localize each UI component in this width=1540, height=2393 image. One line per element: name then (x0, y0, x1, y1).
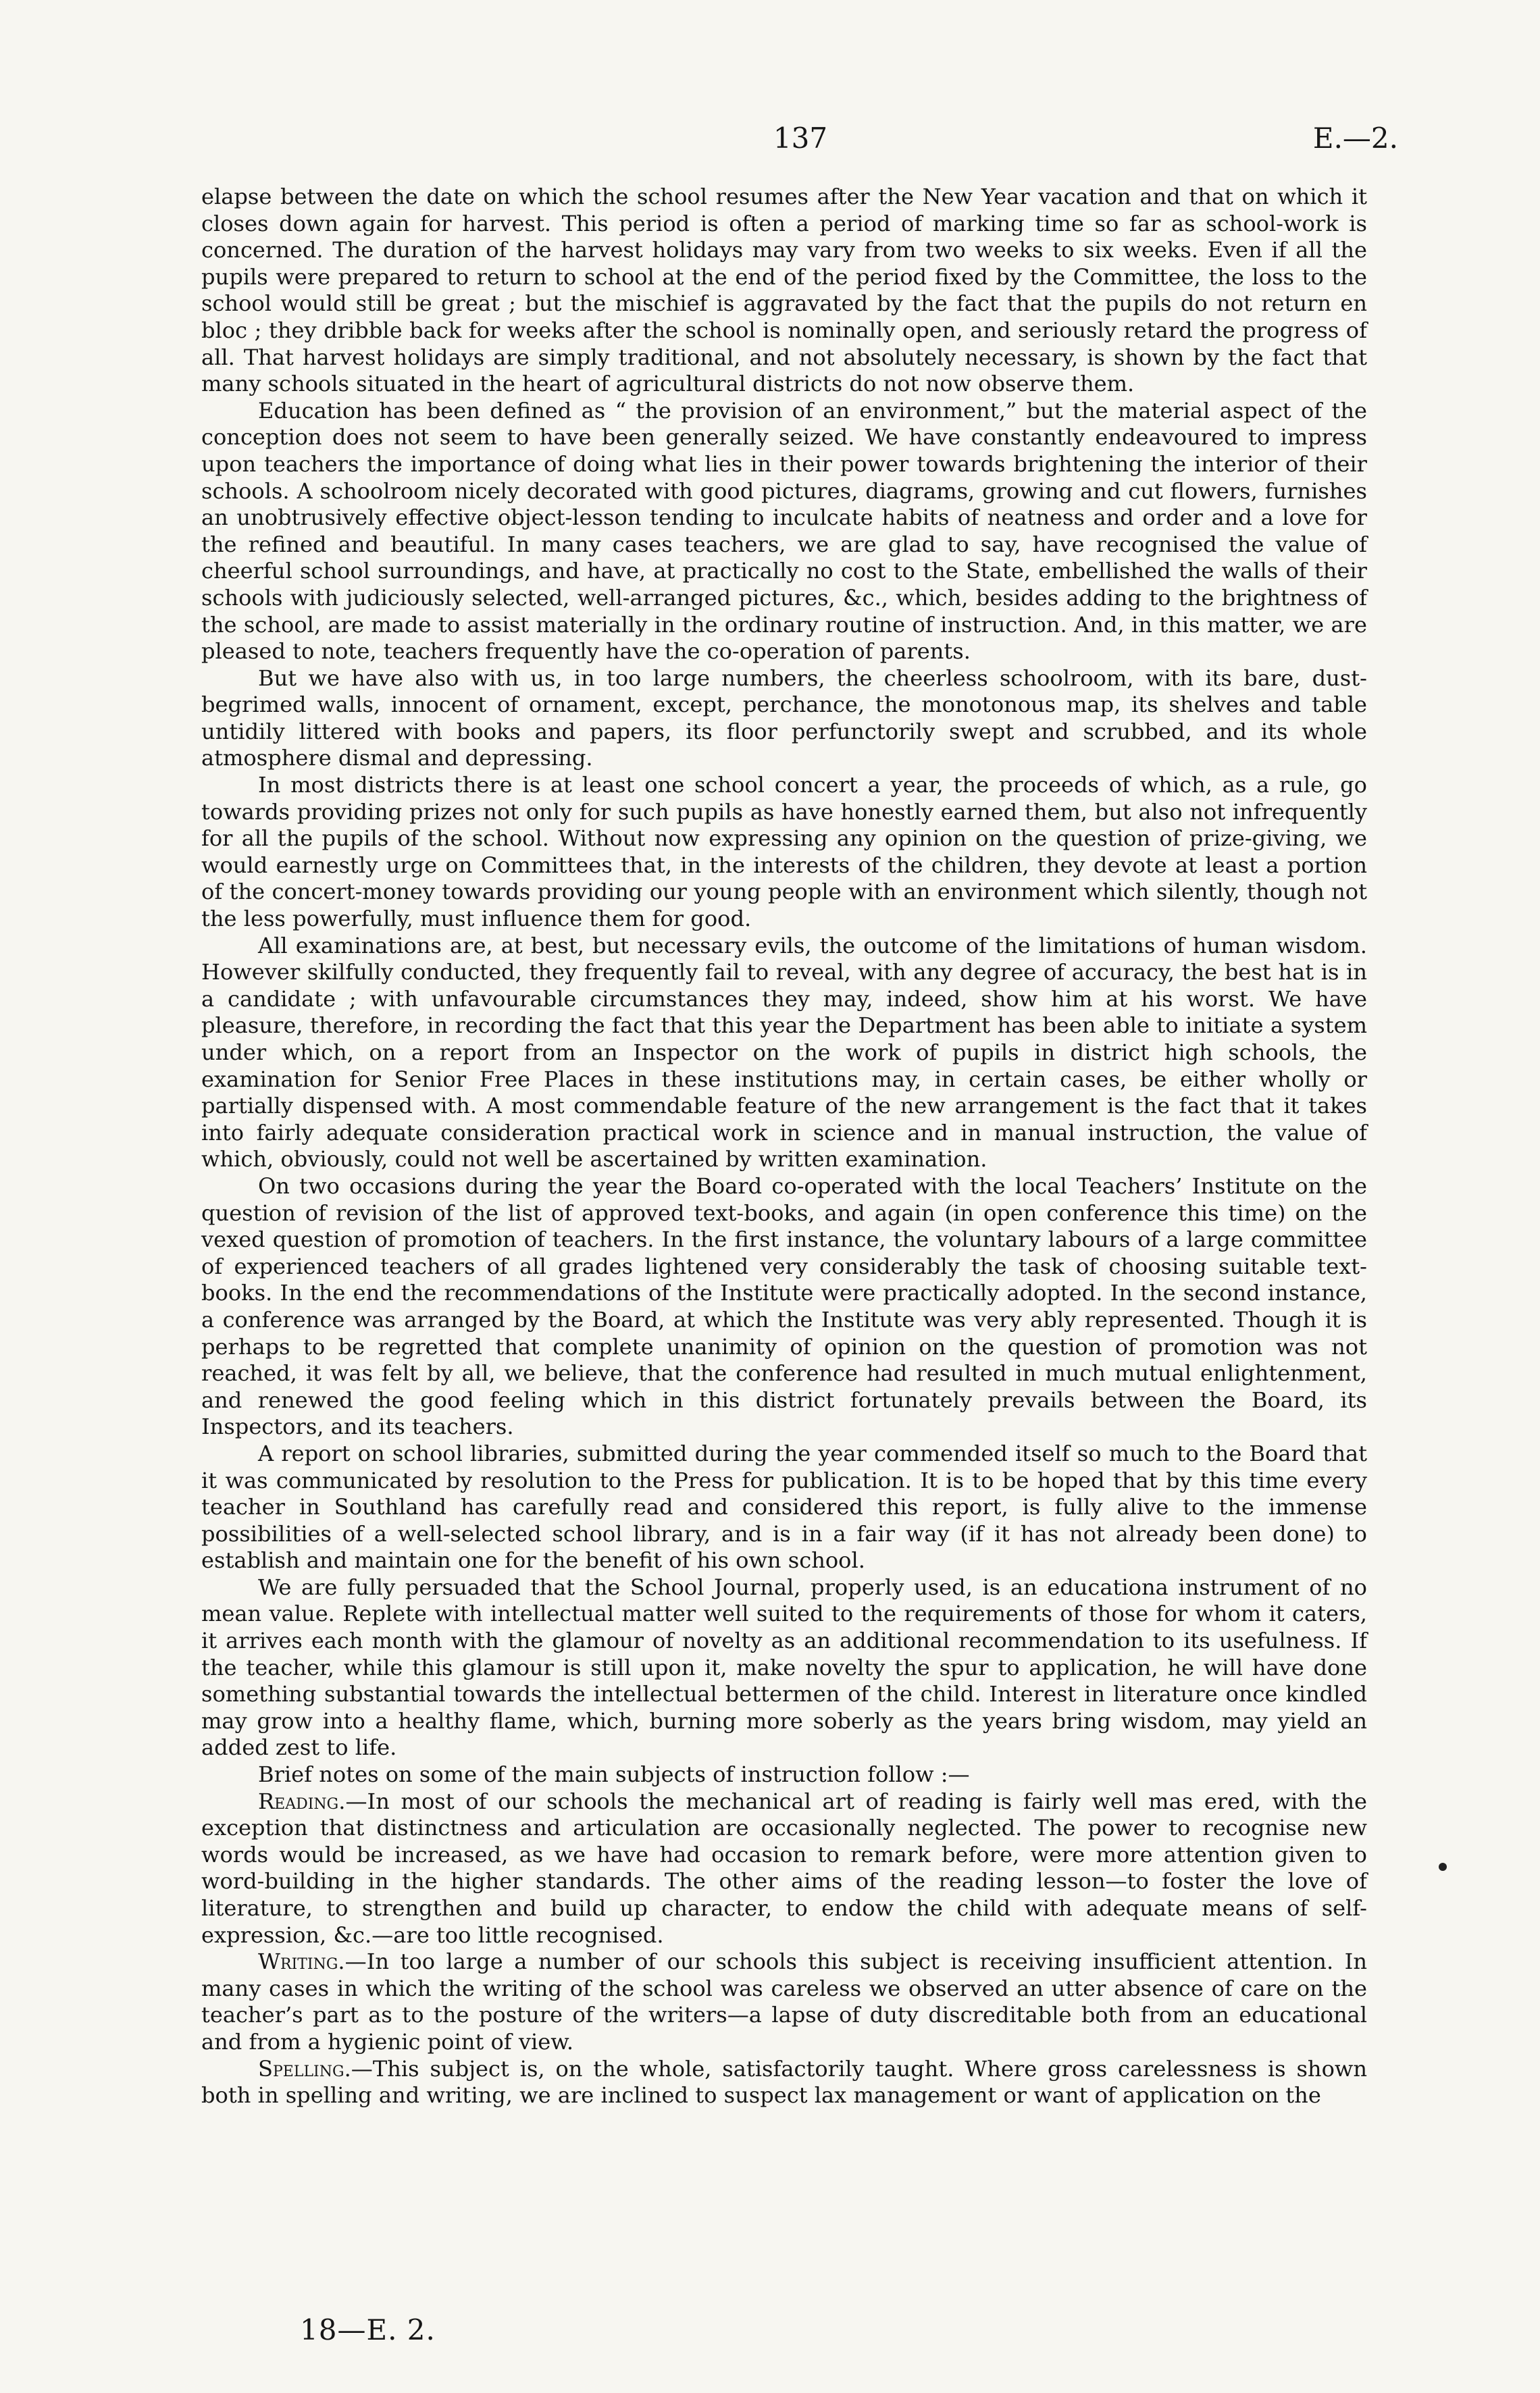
paragraph-text: But we have also with us, in too large numbers, the cheerless schoolroom, with its bare, dust-begrimed walls, innocent of ornament, except, perchance, the monotonous map, its shelves and table untidily littered with books and papers, its floor perfunctorily swept and scrubbed, and its whole atmosphere dismal and depressing. (201, 665, 1367, 771)
paragraph (201, 933, 1367, 1173)
paragraph-lead: Writing. (258, 1949, 345, 1975)
paragraph-text: elapse between the date on which the school resumes after the New Year vacation and that on which it closes down again for harvest. This period is often a period of marking time so far as school-work is concerned. The duration of the harvest holidays may vary from two weeks to six weeks. Even if all the pupils were prepared to return to school at the end of the period fixed by the Committee, the loss to the school would still be great ; but the mischief is aggravated by the fact that the pupils do not return en bloc ; they dribble back for weeks after the school is nominally open, and seriously retard the progress of all. That harvest holidays are simply traditional, and not absolutely necessary, is shown by the fact that many schools situated in the heart of agricultural districts do not now observe them. (201, 184, 1367, 397)
paragraph-text: Education has been defined as “ the provision of an environment,” but the material aspect of the conception does not seem to have been generally seized. We have constantly endeavoured to impress upon teachers the importance of doing what lies in their power towards brightening the interior of their schools. A schoolroom nicely decorated with good pictures, diagrams, growing and cut flowers, furnishes an unobtrusively effective object-lesson tending to inculcate habits of neatness and order and a love for the refined and beautiful. In many cases teachers, we are glad to say, have recognised the value of cheerful school surroundings, and have, at practically no cost to the State, embellished the walls of their schools with judiciously selected, well-arranged pictures, &c., which, besides adding to the brightness of the school, are made to assist materially in the ordinary routine of instruction. And, in this matter, we are pleased to note, teachers frequently have the co-operation of parents. (201, 397, 1367, 665)
paragraph (201, 1761, 1367, 1789)
paragraph (201, 1574, 1367, 1761)
paragraph-text: We are fully persuaded that the School Journal, properly used, is an educationa instrument of no mean value. Replete with intellectual matter well suited to the requirements of those for whom it caters, it arrives each month with the glamour of novelty as an additional recommendation to its usefulness. If the teacher, while this glamour is still upon it, make novelty the spur to application, he will have done something substantial towards the intellectual bettermen of the child. Interest in literature once kindled may grow into a healthy flame, which, burning more soberly as the years bring wisdom, may yield an added zest to life. (201, 1574, 1367, 1761)
paragraph (201, 1789, 1367, 1949)
paragraph-text: —In too large a number of our schools this subject is receiving insufficient attention. In many cases in which the writing of the school was careless we observed an utter absence of care on the teacher’s part as to the posture of the writers—a lapse of duty discreditable both from an educational and from a hygienic point of view. (201, 1949, 1367, 2055)
paragraph (201, 665, 1367, 772)
paragraph-text: On two occasions during the year the Board co-operated with the local Teachers’ Institute on the question of revision of the list of approved text-books, and again (in open conference this time) on the vexed question of promotion of teachers. In the first instance, the voluntary labours of a large committee of experienced teachers of all grades lightened very considerably the task of choosing suitable text-books. In the end the recommendations of the Institute were practically adopted. In the second instance, a conference was arranged by the Board, at which the Institute was very ably represented. Though it is perhaps to be regretted that complete unanimity of opinion on the question of promotion was not reached, it was felt by all, we believe, that the conference had resulted in much mutual enlightenment, and renewed the good feeling which in this district fortunately prevails between the Board, its Inspectors, and its teachers. (201, 1173, 1367, 1440)
paragraph-text: —This subject is, on the whole, satisfactorily taught. Where gross carelessness is shown both in spelling and writing, we are inclined to suspect lax management or want of application on the (201, 2055, 1367, 2109)
paragraph (201, 398, 1367, 665)
series-code: E.—2. (1312, 122, 1398, 155)
paragraph (201, 772, 1367, 933)
paragraph-text: A report on school libraries, submitted during the year commended itself so much to the Board that it was communicated by resolution to the Press for publication. It is to be hoped that by this time every teacher in Southland has carefully read and considered this report, is fully alive to the immense possibilities of a well-selected school library, and is in a fair way (if it has not already been done) to establish and maintain one for the benefit of his own school. (201, 1440, 1367, 1574)
paragraph (201, 2056, 1367, 2109)
signature-mark: 18—E. 2. (300, 2313, 436, 2346)
body-text (201, 184, 1367, 2109)
paragraph-text: In most districts there is at least one school concert a year, the proceeds of which, as a rule, go towards providing prizes not only for such pupils as have honestly earned them, but also not infrequently for all the pupils of the school. Without now expressing any opinion on the question of prize-giving, we would earnestly urge on Committees that, in the interests of the children, they devote at least a portion of the concert-money towards providing our young people with an environment which silently, though not the less powerfully, must influence them for good. (201, 772, 1367, 932)
page-header (203, 116, 1398, 163)
paragraph-text: All examinations are, at best, but necessary evils, the outcome of the limitations of human wisdom. However skilfully conducted, they frequently fail to reveal, with any degree of accuracy, the best hat is in a candidate ; with unfavourable circumstances they may, indeed, show him at his worst. We have pleasure, therefore, in recording the fact that this year the Department has been able to initiate a system under which, on a report from an Inspector on the work of pupils in district high schools, the examination for Senior Free Places in these institutions may, in certain cases, be either wholly or partially dispensed with. A most commendable feature of the new arrangement is the fact that it takes into fairly adequate consideration practical work in science and in manual instruction, the value of which, obviously, could not well be ascertained by written examination. (201, 932, 1367, 1173)
paragraph-lead: Spelling. (258, 2055, 351, 2082)
paragraph-text: —In most of our schools the mechanical art of reading is fairly well mas ered, with the exception that distinctness and articulation are occasionally neglected. The power to recognise new words would be increased, as we have had occasion to remark before, were more attention given to word-building in the higher standards. The other aims of the reading lesson—to foster the love of literature, to strengthen and build up character, to endow the child with adequate means of self-expression, &c.—are too little recognised. (201, 1788, 1367, 1948)
paragraph-text: Brief notes on some of the main subjects of instruction follow :— (258, 1761, 970, 1788)
paragraph (201, 1173, 1367, 1441)
page-number: 137 (773, 122, 828, 155)
paragraph (201, 1949, 1367, 2055)
margin-dot-icon (1439, 1863, 1447, 1871)
paragraph-lead: Reading. (258, 1788, 346, 1814)
paragraph (201, 184, 1367, 398)
paragraph (201, 1441, 1367, 1574)
